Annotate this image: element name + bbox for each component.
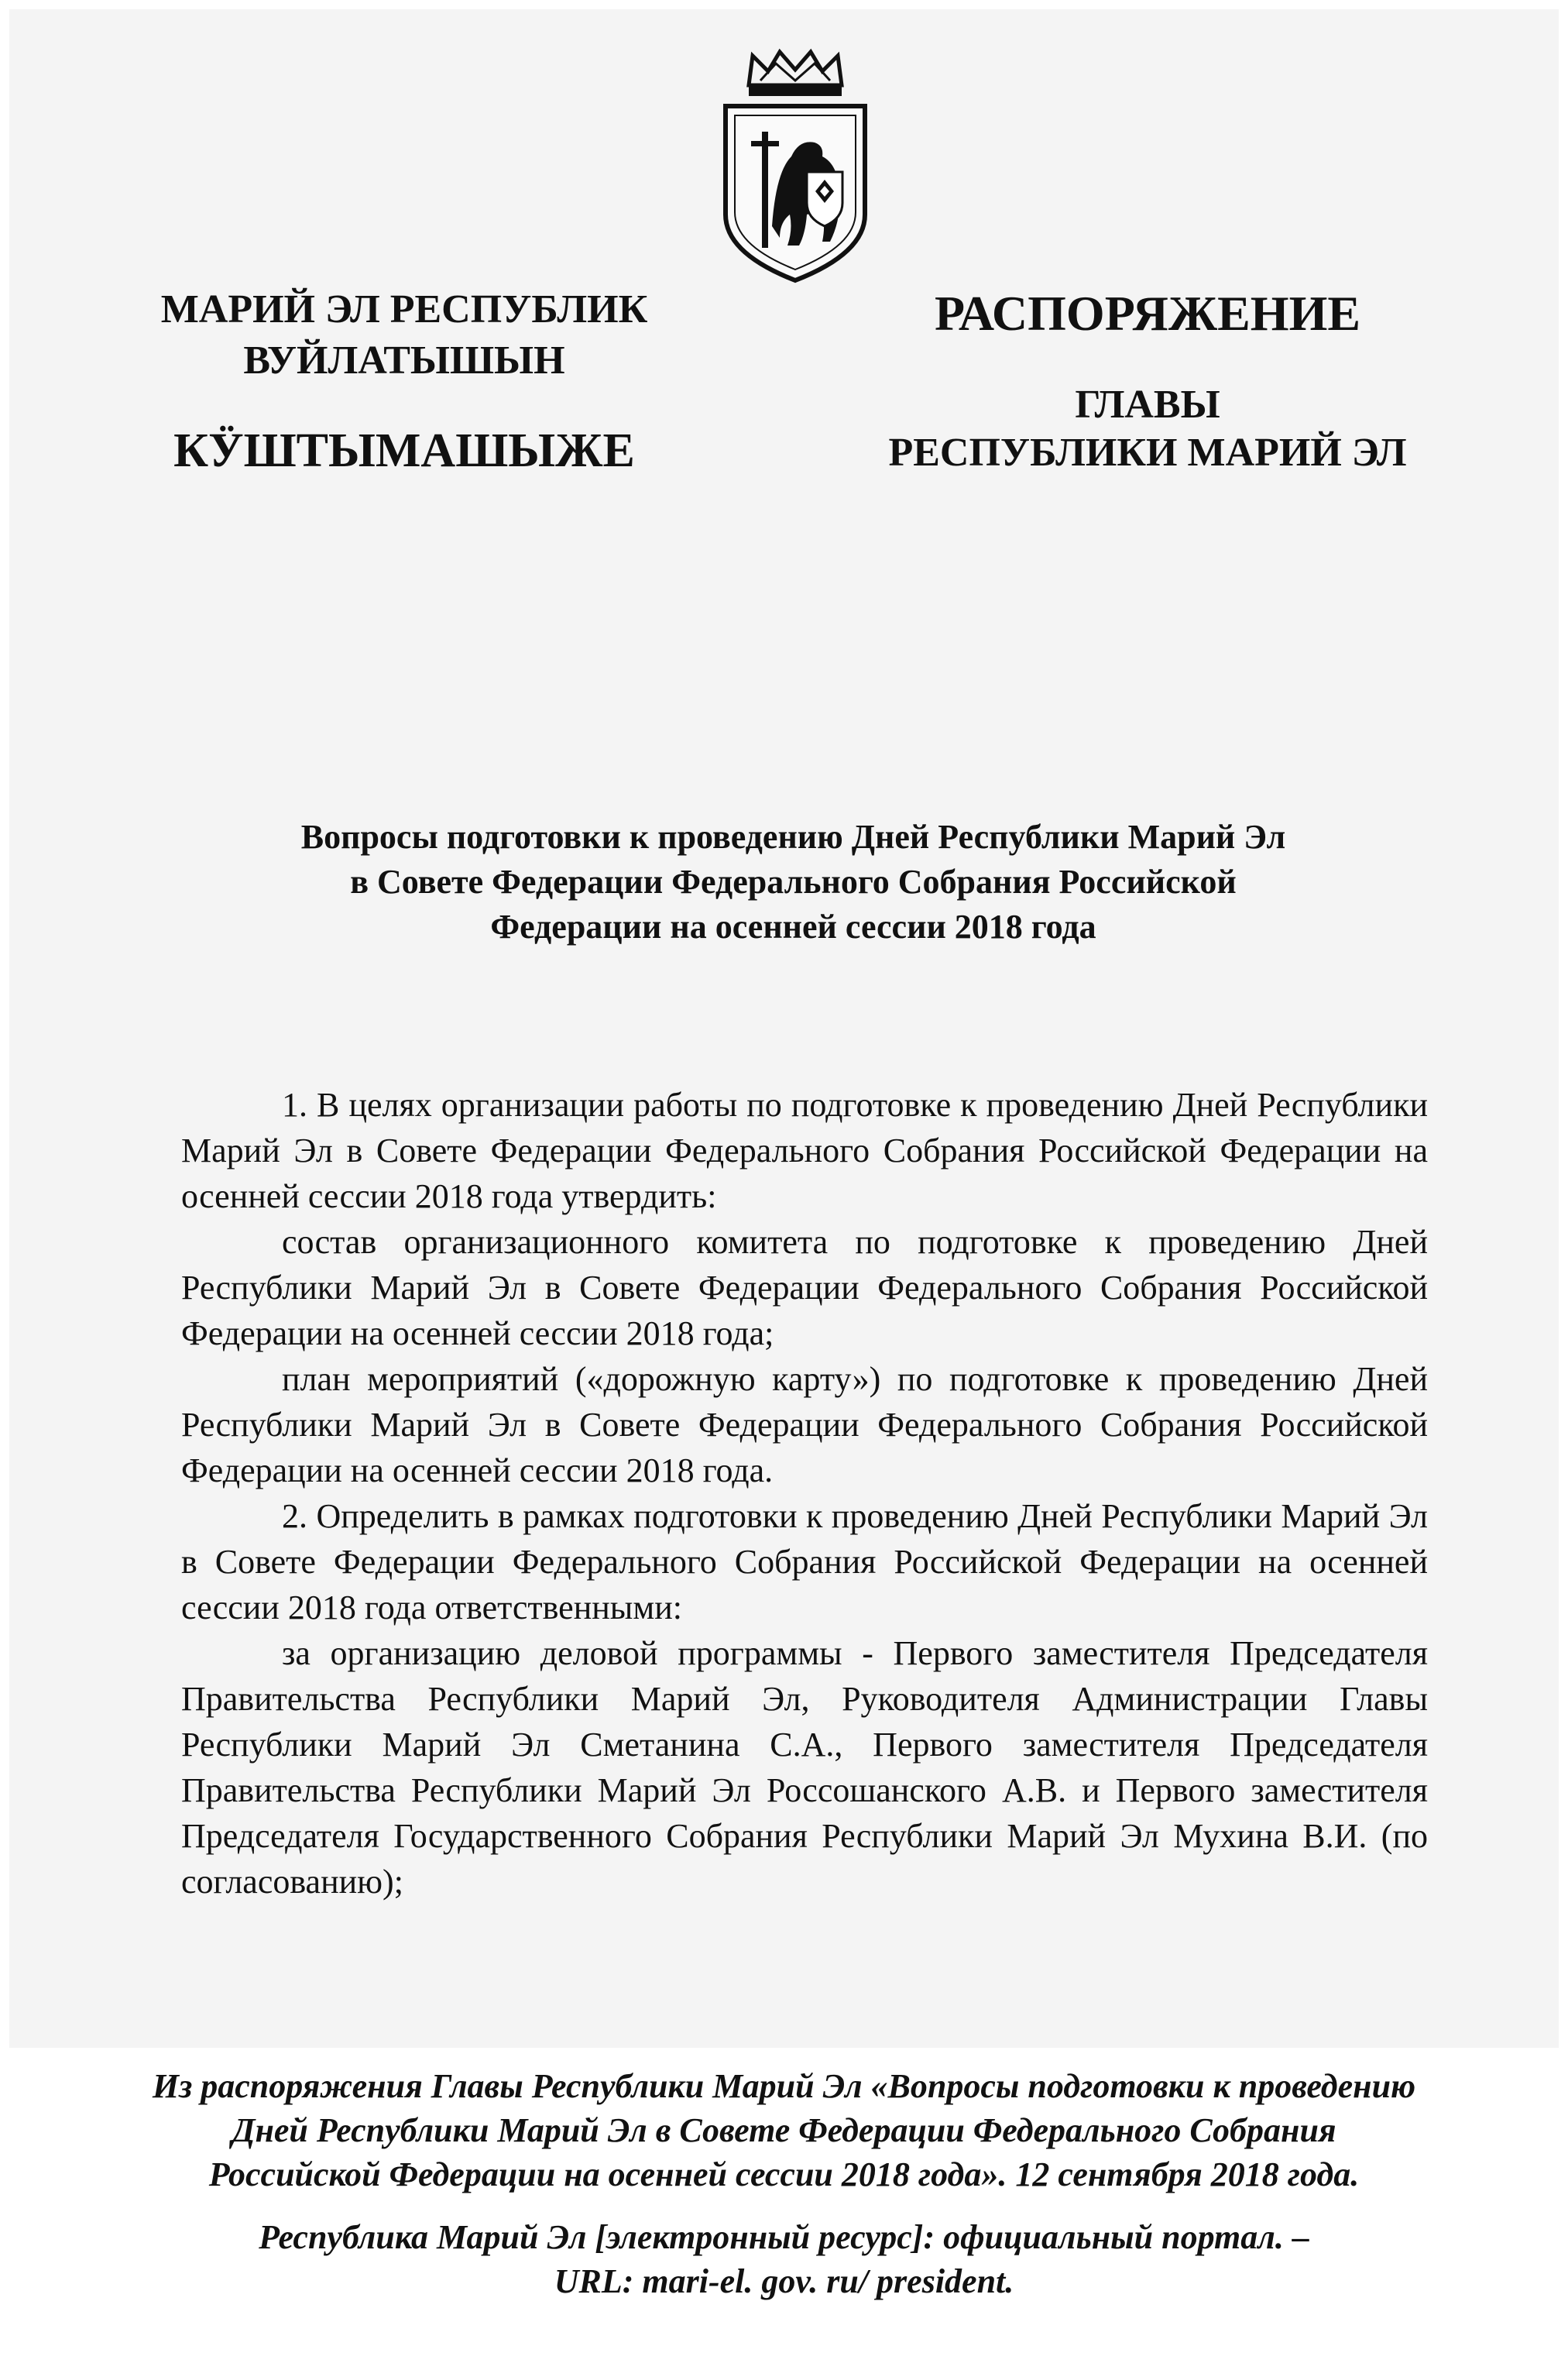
paragraph: состав организационного комитета по подготовке к проведению Дней Республики Марий Эл в Совете Федерации Федерального Собрания Российской Федерации на осенней сессии 2018 года; [181,1223,1428,1352]
source-citation [31,2215,1537,2303]
title-line: Федерации на осенней сессии 2018 года [490,908,1096,946]
header-right-order: РАСПОРЯЖЕНИЕ [934,286,1361,341]
document-body [181,1082,1428,1904]
caption-line: Российской Федерации на осенней сессии 2018 года». 12 сентября 2018 года. [208,2155,1360,2193]
caption-line: Из распоряжения Главы Республики Марий Эл «Вопросы подготовки к проведению [152,2067,1416,2105]
coat-of-arms-icon [706,48,884,288]
header-right-line: ГЛАВЫ [1075,383,1220,427]
source-line: Республика Марий Эл [электронный ресурс]: официальный портал. – [259,2218,1309,2256]
document-title [187,815,1399,950]
title-line: Вопросы подготовки к проведению Дней Республики Марий Эл [300,818,1286,856]
caption-line: Дней Республики Марий Эл в Совете Федерации Федерального Собрания [232,2111,1336,2149]
paragraph: за организацию деловой программы - Первого заместителя Председателя Правительства Республики Марий Эл, Руководителя Администрации Главы Республики Марий Эл Сметанина С.А., Первого заместителя Председателя Правительства Республики Марий Эл Россошанского А.В. и Первого заместителя Председателя Государственного Собрания Республики Марий Эл Мухина В.И. (по согласованию); [181,1634,1428,1901]
source-line: URL: mari-el. gov. ru/ president. [554,2262,1014,2300]
header-left-line: МАРИЙ ЭЛ РЕСПУБЛИК [160,287,648,331]
caption [31,2064,1537,2196]
paragraph: 2. Определить в рамках подготовки к проведению Дней Республики Марий Эл в Совете Федерации Федерального Собрания Российской Федерации на осенней сессии 2018 года ответственными: [181,1497,1428,1626]
header-left-republic [125,284,683,386]
header-left-order: КӰШТЫМАШЫЖЕ [173,424,635,477]
document-scan [9,9,1559,2048]
header-left-line: ВУЙЛАТЫШЫН [243,338,565,383]
header-right-head [846,381,1450,477]
paragraph: 1. В целях организации работы по подготовке к проведению Дней Республики Марий Эл в Совете Федерации Федерального Собрания Российской Федерации на осенней сессии 2018 года утвердить: [181,1086,1428,1215]
title-line: в Совете Федерации Федерального Собрания Российской [350,863,1237,901]
header-right-line: РЕСПУБЛИКИ МАРИЙ ЭЛ [888,431,1407,475]
paragraph: план мероприятий («дорожную карту») по подготовке к проведению Дней Республики Марий Эл в Совете Федерации Федерального Собрания Российской Федерации на осенней сессии 2018 года. [181,1360,1428,1489]
